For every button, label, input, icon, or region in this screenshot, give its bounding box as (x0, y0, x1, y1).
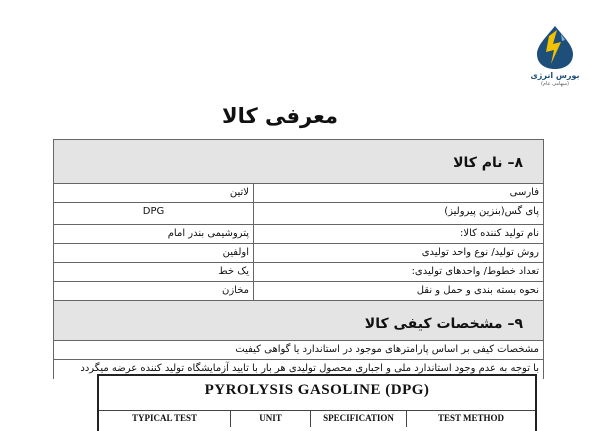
company-logo (524, 24, 586, 98)
cell-method-value: اولفین (54, 244, 254, 262)
cell-product-latin: DPG (54, 203, 254, 224)
section-8-header: ۸– نام کالا (53, 140, 544, 184)
table-row (53, 184, 544, 203)
table-row (53, 244, 544, 263)
spec-sheet-title: PYROLYSIS GASOLINE (DPG) (204, 382, 430, 398)
table-row (53, 282, 544, 301)
cell-lines-label: تعداد خطوط/ واحدهای تولیدی: (411, 266, 539, 277)
cell-latin-label: لاتین (54, 184, 254, 202)
cell-packaging-value: مخازن (54, 282, 254, 300)
cell-farsi-label: فارسی (509, 187, 539, 198)
page-title: معرفی کالا (222, 104, 338, 128)
product-table (53, 139, 544, 379)
header-unit: UNIT (231, 411, 311, 427)
cell-method-label: روش تولید/ نوع واحد تولیدی (421, 247, 539, 258)
header-test-method: TEST METHOD (437, 413, 505, 423)
quality-note-2: با توجه به عدم وجود استاندارد ملی و اجباری محصول تولیدی هر بار با تایید آزمایشگاه تولید کننده عرضه میگردد (53, 360, 544, 379)
table-row (53, 225, 544, 244)
section-9-header: ۹– مشخصات کیفی کالا (53, 301, 544, 341)
spec-sheet-header-row (99, 410, 535, 427)
logo-subtitle: (سهامی عام) (541, 81, 569, 87)
header-specification: SPECIFICATION (311, 411, 407, 427)
cell-product-farsi: پای گس(بنزین پیرولیز) (444, 206, 539, 217)
quality-note-1: مشخصات کیفی بر اساس پارامترهای موجود در استاندارد یا گواهی کیفیت (53, 341, 544, 360)
table-row (53, 263, 544, 282)
spec-sheet-image (97, 374, 537, 431)
cell-packaging-label: نحوه بسته بندی و حمل و نقل (416, 285, 539, 296)
table-row (53, 203, 544, 225)
header-typical-test: TYPICAL TEST (99, 411, 231, 427)
cell-lines-value: یک خط (54, 263, 254, 281)
cell-producer-label: نام تولید کننده کالا: (460, 228, 539, 239)
logo-name: بورس انرژی (530, 71, 580, 80)
energy-exchange-logo-icon (535, 24, 575, 70)
cell-producer-value: پتروشیمی بندر امام (54, 225, 254, 243)
